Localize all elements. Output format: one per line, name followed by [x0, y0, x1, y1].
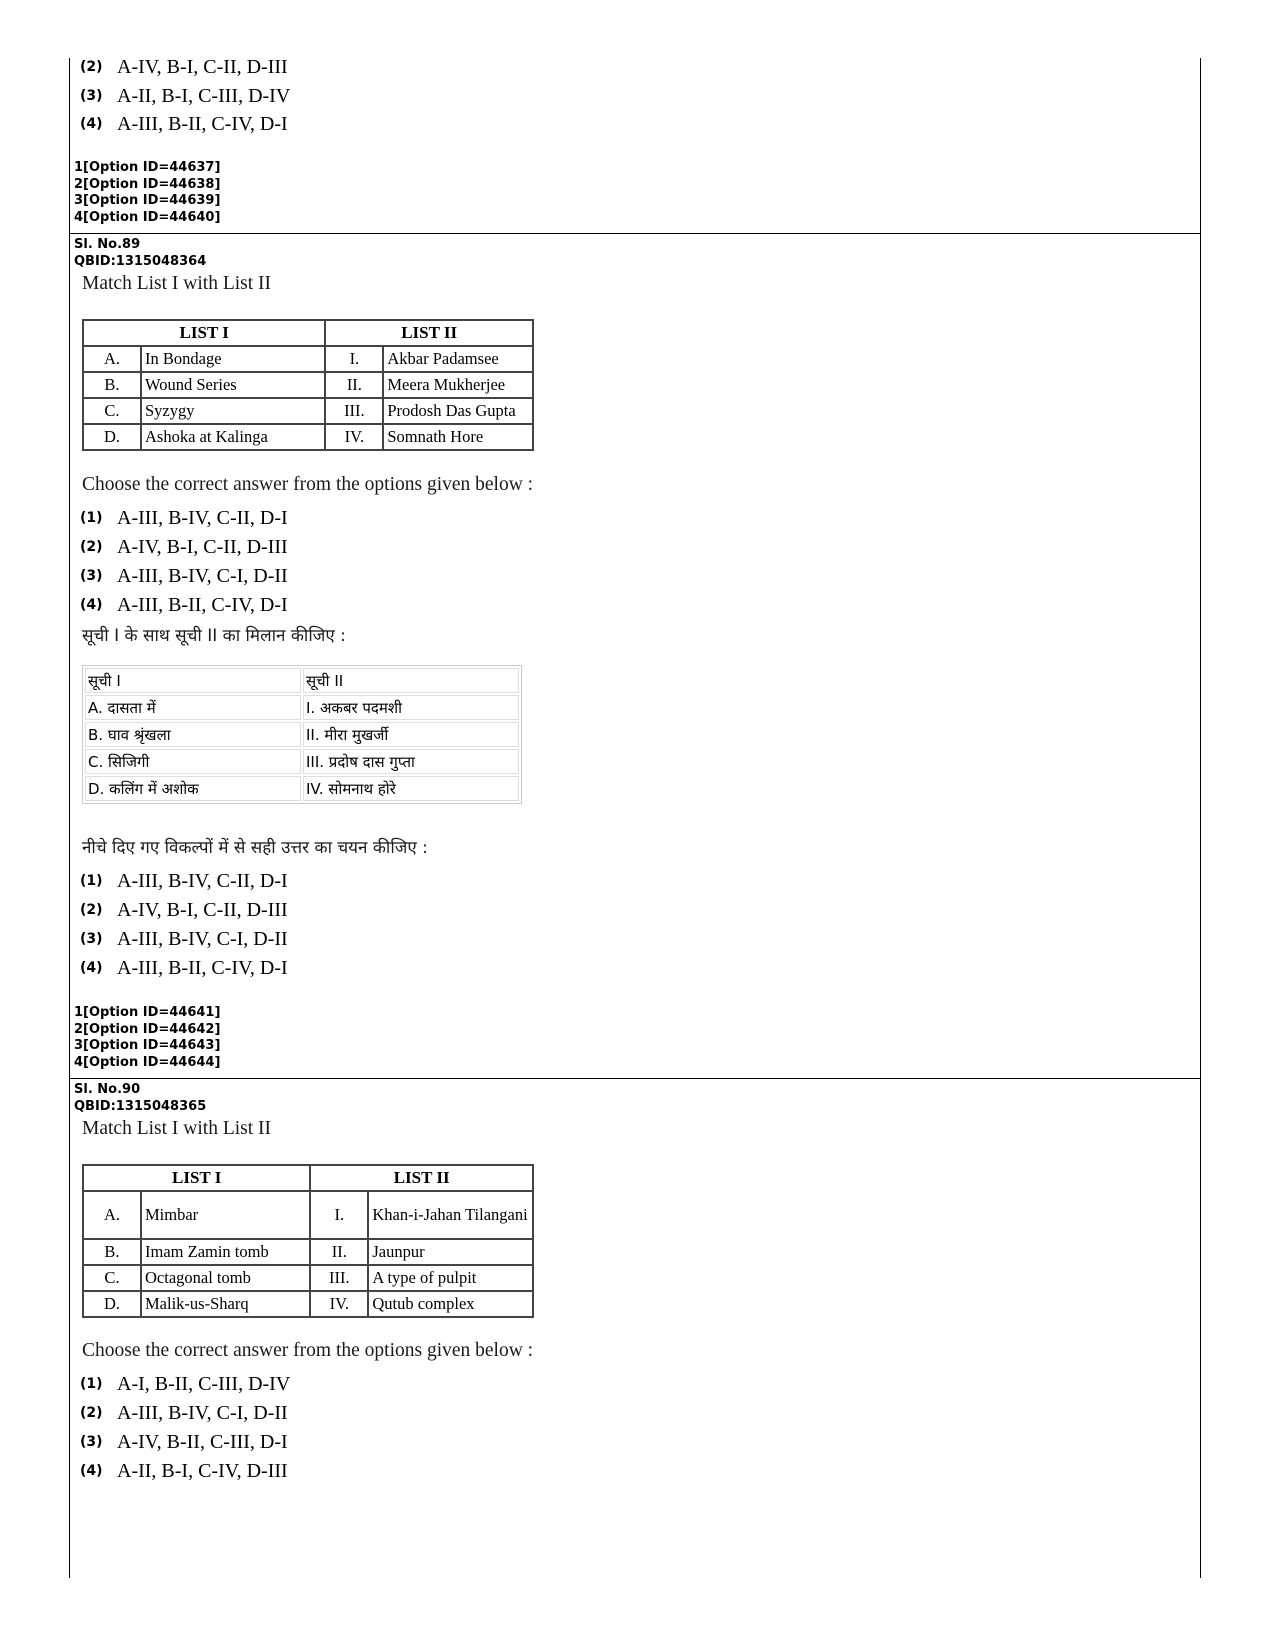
row-roman: I.: [325, 346, 383, 372]
table-row: [85, 776, 519, 801]
option-number: (3): [80, 1434, 103, 1450]
option-number: (1): [80, 1376, 103, 1392]
row-item: Octagonal tomb: [141, 1265, 310, 1291]
q90-header: [74, 1082, 206, 1115]
option-number: (4): [80, 116, 103, 132]
row-key: A.: [83, 346, 141, 372]
option-id: 1[Option ID=44641]: [74, 1005, 221, 1020]
option-text: A-I, B-II, C-III, D-IV: [117, 1372, 291, 1395]
option-id: 2[Option ID=44638]: [74, 176, 221, 192]
option-number: (1): [80, 873, 103, 889]
q89-option-2: [80, 532, 288, 562]
option-id: 3[Option ID=44643]: [74, 1038, 221, 1053]
option-text: A-II, B-I, C-IV, D-III: [117, 1459, 288, 1482]
option-text: A-II, B-I, C-III, D-IV: [117, 84, 291, 107]
option-id: 4[Option ID=44640]: [74, 209, 221, 225]
table-row: [85, 722, 519, 747]
table-cell: सूची II: [303, 668, 519, 693]
row-key: C.: [83, 1265, 141, 1291]
row-item: Wound Series: [141, 372, 325, 398]
table-cell: D. कलिंग में अशोक: [85, 776, 301, 801]
q89-hindi-option-4: [80, 953, 288, 983]
q89-hindi-prompt: सूची I के साथ सूची II का मिलान कीजिए :: [82, 626, 346, 646]
option-text: A-III, B-IV, C-I, D-II: [117, 1401, 288, 1424]
q89-option-ids: [74, 1005, 220, 1071]
row-item: Imam Zamin tomb: [141, 1239, 310, 1265]
row-item: Ashoka at Kalinga: [141, 424, 325, 450]
option-number: (3): [80, 931, 103, 947]
option-text: A-IV, B-II, C-III, D-I: [117, 1430, 288, 1453]
table-cell: III. प्रदोष दास गुप्ता: [303, 749, 519, 774]
prev-option-2: [80, 52, 288, 82]
q90-match-table: [82, 1164, 534, 1318]
row-key: B.: [83, 372, 141, 398]
option-text: A-IV, B-I, C-II, D-III: [117, 898, 288, 921]
option-number: (4): [80, 597, 103, 613]
table-row: [85, 668, 519, 693]
question-divider: [69, 233, 1201, 234]
option-text: A-IV, B-I, C-II, D-III: [117, 535, 288, 558]
row-key: C.: [83, 398, 141, 424]
q89-hindi-option-3: [80, 924, 288, 954]
row-match: A type of pulpit: [368, 1265, 533, 1291]
row-match: Meera Mukherjee: [383, 372, 533, 398]
prev-option-4: [80, 109, 288, 139]
row-match: Akbar Padamsee: [383, 346, 533, 372]
row-key: D.: [83, 1291, 141, 1317]
row-roman: II.: [310, 1239, 368, 1265]
q89-hindi-option-2: [80, 895, 288, 925]
option-number: (3): [80, 568, 103, 584]
serial-number: Sl. No.89: [74, 237, 141, 252]
row-match: Qutub complex: [368, 1291, 533, 1317]
q90-option-3: [80, 1427, 288, 1457]
table-row: [85, 695, 519, 720]
serial-number: Sl. No.90: [74, 1082, 141, 1097]
question-divider: [69, 1078, 1201, 1079]
q89-option-3: [80, 561, 288, 591]
option-text: A-III, B-II, C-IV, D-I: [117, 956, 288, 979]
q89-choose-text: Choose the correct answer from the options given below :: [82, 474, 534, 495]
option-text: A-IV, B-I, C-II, D-III: [117, 55, 288, 78]
list-2-header: LIST II: [310, 1165, 533, 1191]
row-key: D.: [83, 424, 141, 450]
table-row: [83, 1191, 533, 1239]
qbid: QBID:1315048364: [74, 253, 207, 269]
option-text: A-III, B-IV, C-I, D-II: [117, 564, 288, 587]
table-row: [83, 1265, 533, 1291]
q90-option-1: [80, 1369, 290, 1399]
q89-header: [74, 237, 206, 270]
row-key: A.: [83, 1191, 141, 1239]
table-row: [83, 346, 533, 372]
table-row: [83, 1239, 533, 1265]
row-match: Jaunpur: [368, 1239, 533, 1265]
table-cell: IV. सोमनाथ होरे: [303, 776, 519, 801]
table-row: [83, 372, 533, 398]
table-row: [83, 398, 533, 424]
option-number: (4): [80, 960, 103, 976]
row-item: In Bondage: [141, 346, 325, 372]
option-id: 1[Option ID=44637]: [74, 160, 221, 175]
row-roman: IV.: [325, 424, 383, 450]
table-cell: सूची I: [85, 668, 301, 693]
row-match: Khan-i-Jahan Tilangani: [368, 1191, 533, 1239]
row-roman: II.: [325, 372, 383, 398]
q90-choose-text: Choose the correct answer from the options given below :: [82, 1340, 534, 1361]
table-row: [85, 749, 519, 774]
option-number: (2): [80, 59, 103, 75]
q90-option-2: [80, 1398, 288, 1428]
table-cell: A. दासता में: [85, 695, 301, 720]
row-item: Syzygy: [141, 398, 325, 424]
row-roman: III.: [325, 398, 383, 424]
option-text: A-III, B-II, C-IV, D-I: [117, 112, 288, 135]
list-1-header: LIST I: [83, 1165, 310, 1191]
qbid: QBID:1315048365: [74, 1098, 207, 1114]
option-number: (2): [80, 1405, 103, 1421]
q89-hindi-choose-text: नीचे दिए गए विकल्पों में से सही उत्तर का चयन कीजिए :: [82, 838, 428, 858]
option-text: A-III, B-II, C-IV, D-I: [117, 593, 288, 616]
table-row: [83, 1291, 533, 1317]
option-number: (2): [80, 539, 103, 555]
option-number: (1): [80, 510, 103, 526]
q90-prompt: Match List I with List II: [82, 1118, 272, 1139]
option-number: (2): [80, 902, 103, 918]
option-number: (3): [80, 88, 103, 104]
option-number: (4): [80, 1463, 103, 1479]
row-roman: III.: [310, 1265, 368, 1291]
row-match: Somnath Hore: [383, 424, 533, 450]
prev-option-3: [80, 81, 290, 111]
q89-option-4: [80, 590, 288, 620]
table-cell: B. घाव श्रृंखला: [85, 722, 301, 747]
prev-option-ids: [74, 160, 220, 226]
row-key: B.: [83, 1239, 141, 1265]
row-item: Mimbar: [141, 1191, 310, 1239]
q89-match-table: [82, 319, 534, 451]
table-cell: I. अकबर पदमशी: [303, 695, 519, 720]
list-2-header: LIST II: [325, 320, 533, 346]
table-cell: C. सिजिगी: [85, 749, 301, 774]
option-id: 3[Option ID=44639]: [74, 193, 221, 208]
row-roman: I.: [310, 1191, 368, 1239]
table-cell: II. मीरा मुखर्जी: [303, 722, 519, 747]
q89-hindi-option-1: [80, 866, 288, 896]
option-id: 4[Option ID=44644]: [74, 1054, 221, 1070]
option-text: A-III, B-IV, C-II, D-I: [117, 869, 288, 892]
table-row: [83, 424, 533, 450]
option-id: 2[Option ID=44642]: [74, 1021, 221, 1037]
row-item: Malik-us-Sharq: [141, 1291, 310, 1317]
row-roman: IV.: [310, 1291, 368, 1317]
q89-prompt: Match List I with List II: [82, 273, 272, 294]
q90-option-4: [80, 1456, 288, 1486]
option-text: A-III, B-IV, C-I, D-II: [117, 927, 288, 950]
q89-option-1: [80, 503, 288, 533]
option-text: A-III, B-IV, C-II, D-I: [117, 506, 288, 529]
row-match: Prodosh Das Gupta: [383, 398, 533, 424]
list-1-header: LIST I: [83, 320, 325, 346]
q89-hindi-table: [82, 665, 522, 804]
